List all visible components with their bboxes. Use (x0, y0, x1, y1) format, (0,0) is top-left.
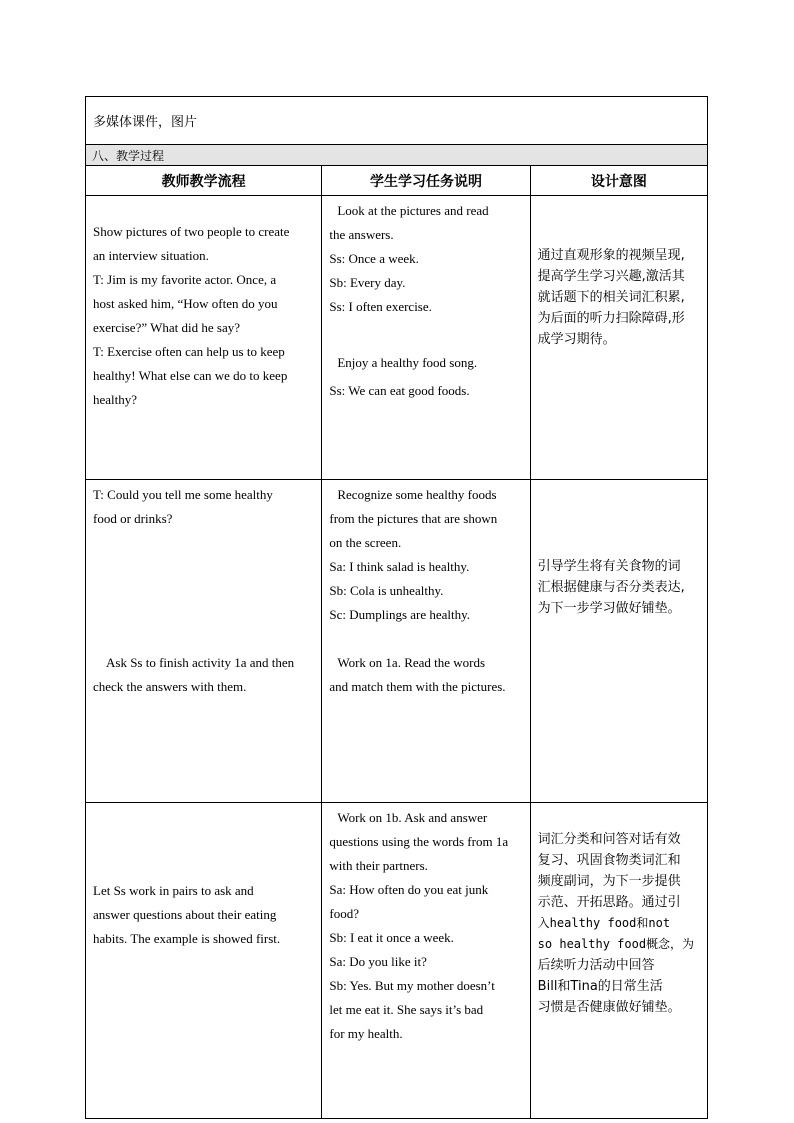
text-line: 提高学生学习兴趣,激活其 (537, 269, 685, 284)
text-line: Work on 1a. Read the words (337, 655, 486, 670)
student-cell (322, 803, 530, 1119)
table-row (86, 196, 708, 480)
text-line: 频度副词，为下一步提供 (537, 874, 681, 889)
teacher-cell (86, 196, 322, 480)
text-line: Show pictures of two people to create (93, 224, 290, 239)
text-line: Ss: Once a week. (329, 251, 419, 266)
text-line: 为下一步学习做好铺垫。 (537, 601, 681, 616)
text-line: Work on 1b. Ask and answer (337, 810, 488, 825)
text-line: Sb: Every day. (329, 275, 406, 290)
materials-text: 多媒体课件，图片 (93, 115, 198, 130)
text-line: Sb: Cola is unhealthy. (329, 583, 444, 598)
text-line: food or drinks? (93, 511, 173, 526)
text-line: 后续听力活动中回答 (537, 958, 655, 973)
student-cell (322, 196, 530, 480)
text-line: the answers. (329, 227, 394, 242)
text-line: Ss: We can eat good foods. (329, 383, 470, 398)
teacher-cell (86, 480, 322, 803)
text-line: 成学习期待。 (537, 332, 616, 347)
text-line: 词汇分类和问答对话有效 (537, 832, 681, 847)
text-line: host asked him, “How often do you (93, 296, 278, 311)
text-line: check the answers with them. (93, 679, 247, 694)
text-line: T: Exercise often can help us to keep (93, 344, 285, 359)
text-line: 为后面的听力扫除障碍,形 (537, 311, 685, 326)
table-row (86, 803, 708, 1119)
text-line: T: Could you tell me some healthy (93, 487, 273, 502)
header-student: 学生学习任务说明 (322, 166, 530, 196)
text-line: on the screen. (329, 535, 402, 550)
section-title: 八、教学过程 (92, 148, 165, 163)
text-line: 入healthy food和not (537, 916, 671, 930)
lesson-plan-table (85, 96, 708, 1119)
text-line: 示范、开拓思路。通过引 (537, 895, 681, 910)
intent-cell (530, 480, 707, 803)
text-line: healthy! What else can we do to keep (93, 368, 288, 383)
text-line: T: Jim is my favorite actor. Once, a (93, 272, 277, 287)
text-line: from the pictures that are shown (329, 511, 498, 526)
header-intent: 设计意图 (530, 166, 707, 196)
table-row (86, 480, 708, 803)
text-line: Ask Ss to finish activity 1a and then (106, 655, 295, 670)
text-line: Sb: Yes. But my mother doesn’t (329, 978, 495, 993)
text-line: healthy? (93, 392, 138, 407)
text-line: Sb: I eat it once a week. (329, 930, 454, 945)
text-line: 就话题下的相关词汇积累, (537, 290, 685, 305)
text-line: Bill和Tina的日常生活 (537, 979, 663, 994)
text-line: Enjoy a healthy food song. (337, 355, 478, 370)
section-header (86, 145, 708, 166)
materials-cell (86, 97, 708, 145)
text-line: 汇根据健康与否分类表达, (537, 580, 685, 595)
text-line: and match them with the pictures. (329, 679, 506, 694)
text-line: Look at the pictures and read (337, 203, 489, 218)
text-line: 引导学生将有关食物的词 (537, 559, 681, 574)
text-line: 习惯是否健康做好铺垫。 (537, 1000, 681, 1015)
text-line: Recognize some healthy foods (337, 487, 497, 502)
text-line: 通过直观形象的视频呈现, (537, 248, 685, 263)
student-cell (322, 480, 530, 803)
text-line: an interview situation. (93, 248, 209, 263)
header-teacher: 教师教学流程 (86, 166, 322, 196)
text-line: food? (329, 906, 359, 921)
text-line: Sa: Do you like it? (329, 954, 427, 969)
intent-cell (530, 196, 707, 480)
text-line: Sa: I think salad is healthy. (329, 559, 470, 574)
text-line: let me eat it. She says it’s bad (329, 1002, 484, 1017)
text-line: Sc: Dumplings are healthy. (329, 607, 471, 622)
text-line: Sa: How often do you eat junk (329, 882, 489, 897)
text-line: Ss: I often exercise. (329, 299, 432, 314)
text-line: habits. The example is showed first. (93, 931, 281, 946)
text-line: with their partners. (329, 858, 428, 873)
text-line: exercise?” What did he say? (93, 320, 241, 335)
text-line: questions using the words from 1a (329, 834, 509, 849)
text-line: for my health. (329, 1026, 403, 1041)
text-line: 复习、巩固食物类词汇和 (537, 853, 681, 868)
text-line: answer questions about their eating (93, 907, 277, 922)
teacher-cell (86, 803, 322, 1119)
intent-cell (530, 803, 707, 1119)
text-line: Let Ss work in pairs to ask and (93, 883, 254, 898)
text-line: so healthy food概念，为 (537, 937, 695, 951)
